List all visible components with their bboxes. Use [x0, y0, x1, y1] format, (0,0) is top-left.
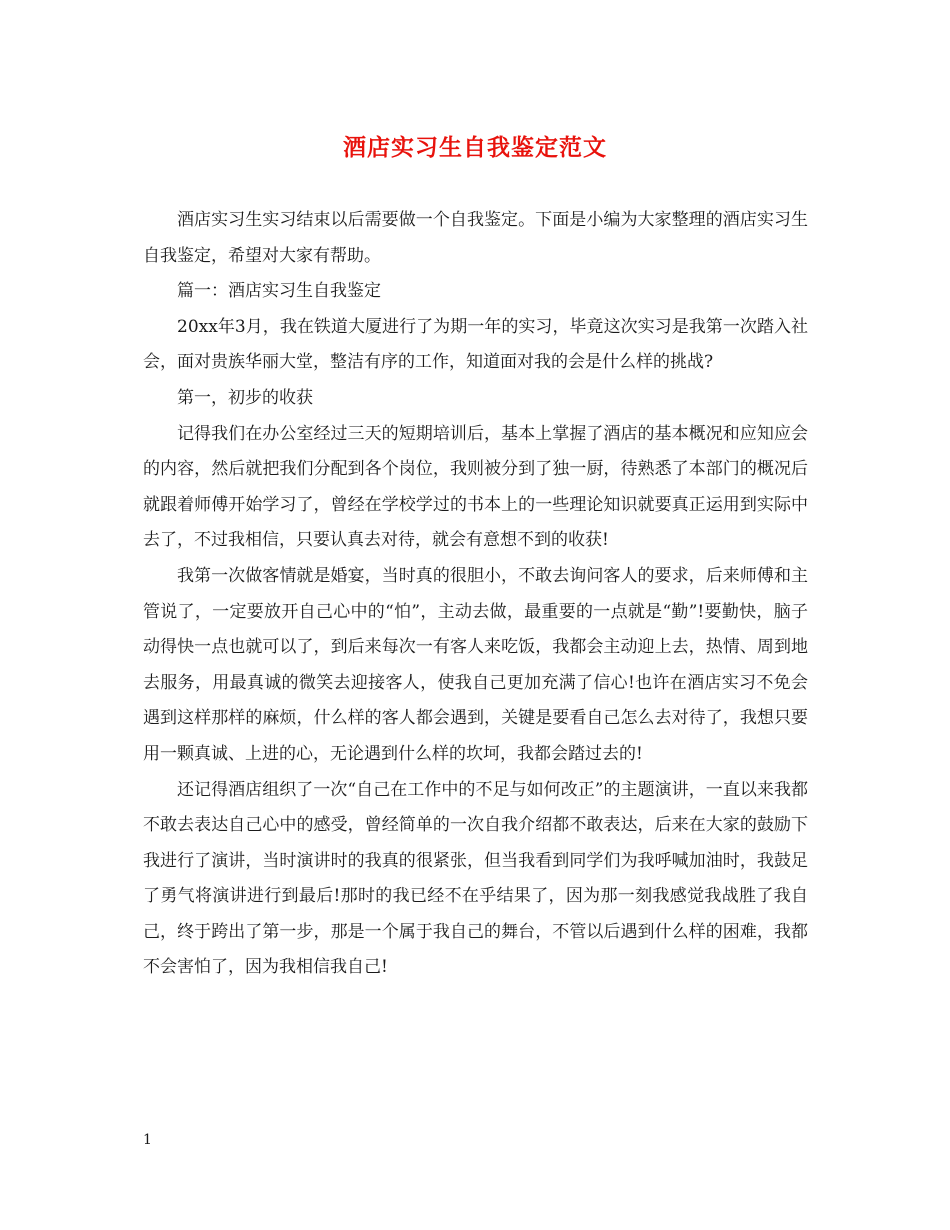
paragraph-intro: 酒店实习生实习结束以后需要做一个自我鉴定。下面是小编为大家整理的酒店实习生自我鉴定，希望对大家有帮助。 [143, 210, 808, 266]
document-body [143, 203, 808, 986]
paragraph-internship-start: 20xx年3月，我在铁道大厦进行了为期一年的实习，毕竟这次实习是我第一次踏入社会，面对贵族华丽大堂，整洁有序的工作，知道面对我的会是什么样的挑战? [143, 316, 808, 373]
paragraph-training: 记得我们在办公室经过三天的短期培训后，基本上掌握了酒店的基本概况和应知应会的内容，然后就把我们分配到各个岗位，我则被分到了独一厨，待熟悉了本部门的概况后就跟着师傅开始学习了，曾经在学校学过的书本上的一些理论知识就要真正运用到实际中去了，不过我相信，只要认真去对待，就会有意想不到的收获! [143, 423, 808, 551]
paragraph-first-service: 我第一次做客情就是婚宴，当时真的很胆小，不敢去询问客人的要求，后来师傅和主管说了，一定要放开自己心中的“怕”，主动去做，最重要的一点就是“勤”!要勤快，脑子动得快一点也就可以了，到后来每次一有客人来吃饭，我都会主动迎上去，热情、周到地去服务，用最真诚的微笑去迎接客人，使我自己更加充满了信心!也许在酒店实习不免会遇到这样那样的麻烦，什么样的客人都会遇到，关键是要看自己怎么去对待了，我想只要用一颗真诚、上进的心，无论遇到什么样的坎坷，我都会踏过去的! [143, 565, 808, 764]
page-number: 1 [143, 1132, 152, 1148]
section-heading-part-one: 篇一：酒店实习生自我鉴定 [177, 281, 381, 302]
section-heading-first-gains: 第一，初步的收获 [177, 387, 313, 408]
document-title: 酒店实习生自我鉴定范文 [343, 134, 607, 161]
paragraph-speech: 还记得酒店组织了一次“自己在工作中的不足与如何改正”的主题演讲，一直以来我都不敢去表达自己心中的感受，曾经简单的一次自我介绍都不敢表达，后来在大家的鼓励下我进行了演讲，当时演讲时的我真的很紧张，但当我看到同学们为我呼喊加油时，我鼓足了勇气将演讲进行到最后!那时的我已经不在乎结果了，因为那一刻我感觉我战胜了我自己，终于跨出了第一步，那是一个属于我自己的舞台，不管以后遇到什么样的困难，我都不会害怕了，因为我相信我自己! [143, 779, 808, 978]
